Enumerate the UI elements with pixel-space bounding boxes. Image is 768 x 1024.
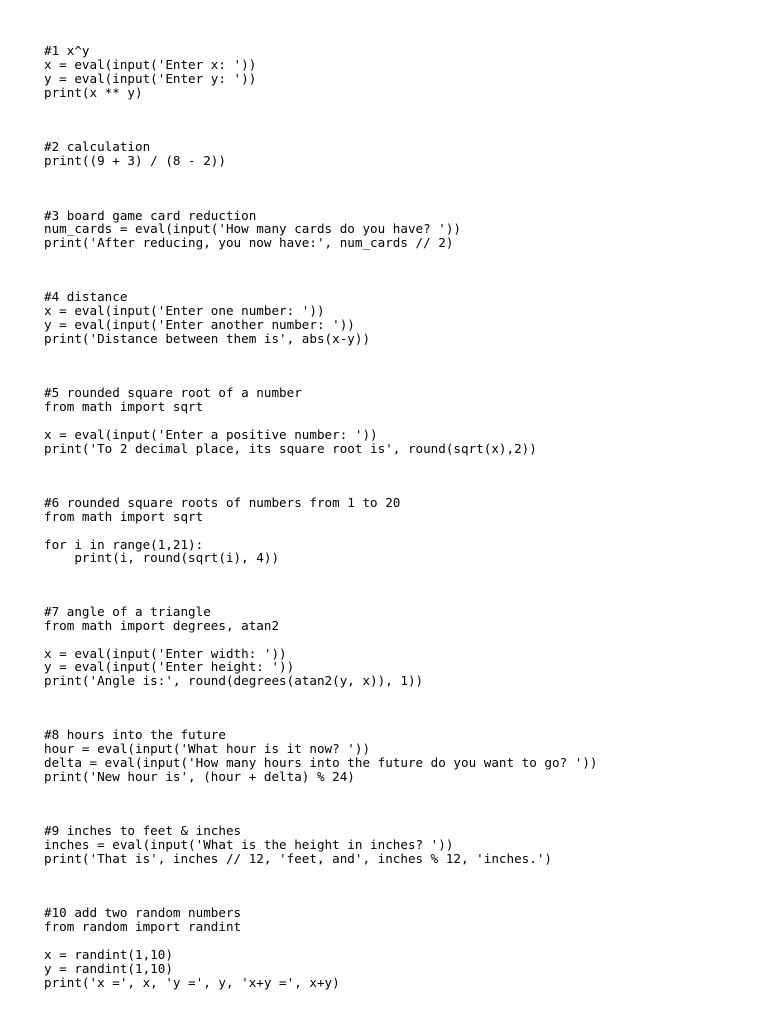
code-line: print('Angle is:', round(degrees(atan2(y, x)), 1)) [44, 673, 424, 688]
code-line: x = eval(input('Enter x: ')) [44, 57, 257, 72]
code-line: y = eval(input('Enter y: ')) [44, 71, 257, 86]
code-line: from math import sqrt [44, 399, 204, 414]
code-comment-line: #1 x^y [44, 43, 90, 58]
code-line: x = eval(input('Enter width: ')) [44, 646, 287, 661]
code-line: y = randint(1,10) [44, 961, 173, 976]
code-line: delta = eval(input('How many hours into the future do you want to go? ')) [44, 755, 598, 770]
code-line: x = eval(input('Enter a positive number: ')) [44, 427, 378, 442]
code-line: print('To 2 decimal place, its square root is', round(sqrt(x),2)) [44, 441, 537, 456]
code-line: from random import randint [44, 919, 242, 934]
code-comment-line: #3 board game card reduction [44, 208, 257, 223]
code-line: from math import sqrt [44, 509, 204, 524]
code-line: print((9 + 3) / (8 - 2)) [44, 153, 226, 168]
code-line: x = randint(1,10) [44, 947, 173, 962]
code-line: x = eval(input('Enter one number: ')) [44, 303, 325, 318]
code-line: inches = eval(input('What is the height in inches? ')) [44, 837, 454, 852]
code-line: print('After reducing, you now have:', num_cards // 2) [44, 235, 454, 250]
code-comment-line: #6 rounded square roots of numbers from 1 to 20 [44, 495, 401, 510]
code-comment-line: #7 angle of a triangle [44, 604, 211, 619]
code-line: print('Distance between them is', abs(x-y)) [44, 331, 371, 346]
code-line: print('That is', inches // 12, 'feet, and', inches % 12, 'inches.') [44, 851, 552, 866]
code-line: print('x =', x, 'y =', y, 'x+y =', x+y) [44, 975, 340, 990]
code-line: hour = eval(input('What hour is it now? ')) [44, 741, 371, 756]
code-line: print(i, round(sqrt(i), 4)) [44, 550, 280, 565]
code-comment-line: #5 rounded square root of a number [44, 385, 302, 400]
code-comment-line: #4 distance [44, 289, 128, 304]
code-comment-line: #10 add two random numbers [44, 905, 242, 920]
code-line: print('New hour is', (hour + delta) % 24) [44, 769, 355, 784]
code-comment-line: #8 hours into the future [44, 727, 226, 742]
code-comment-line: #2 calculation [44, 139, 151, 154]
code-line: y = eval(input('Enter height: ')) [44, 659, 295, 674]
code-line: num_cards = eval(input('How many cards do you have? ')) [44, 221, 462, 236]
code-line: from math import degrees, atan2 [44, 618, 280, 633]
code-line: print(x ** y) [44, 85, 143, 100]
code-line: y = eval(input('Enter another number: ')) [44, 317, 355, 332]
code-line: for i in range(1,21): [44, 537, 204, 552]
code-comment-line: #9 inches to feet & inches [44, 823, 242, 838]
